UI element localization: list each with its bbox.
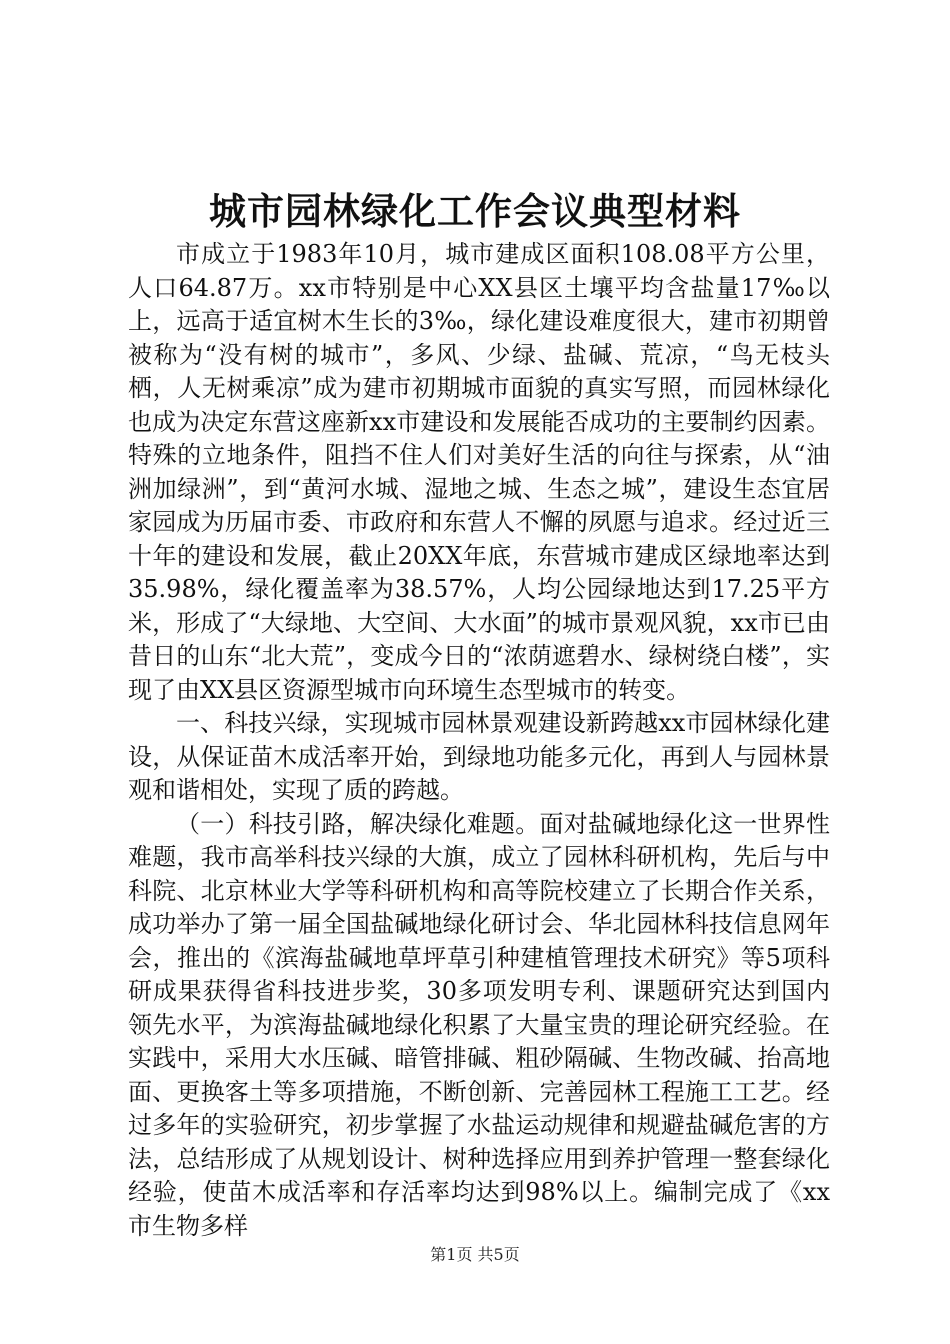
- document-title: 城市园林绿化工作会议典型材料: [209, 189, 741, 233]
- document-body: [128, 238, 830, 1243]
- paragraph-section-one: 一、科技兴绿，实现城市园林景观建设新跨越xx市园林绿化建设，从保证苗木成活率开始，到绿地功能多元化，再到人与园林景观和谐相处，实现了质的跨越。: [128, 709, 830, 804]
- page-footer: 第1页 共5页: [430, 1245, 520, 1264]
- paragraph-subsection-one: （一）科技引路，解决绿化难题。面对盐碱地绿化这一世界性难题，我市高举科技兴绿的大旗，成立了园林科研机构，先后与中科院、北京林业大学等科研机构和高等院校建立了长期合作关系，成功举办了第一届全国盐碱地绿化研讨会、华北园林科技信息网年会，推出的《滨海盐碱地草坪草引种建植管理技术研究》等5项科研成果获得省科技进步奖，30多项发明专利、课题研究达到国内领先水平，为滨海盐碱地绿化积累了大量宝贵的理论研究经验。在实践中，采用大水压碱、暗管排碱、粗砂隔碱、生物改碱、抬高地面、更换客土等多项措施，不断创新、完善园林工程施工工艺。经过多年的实验研究，初步掌握了水盐运动规律和规避盐碱危害的方法，总结形成了从规划设计、树种选择应用到养护管理一整套绿化经验，使苗木成活率和存活率均达到98%以上。编制完成了《xx市生物多样: [128, 809, 830, 1240]
- paragraph-intro: 市成立于1983年10月，城市建成区面积108.08平方公里，人口64.87万。xx市特别是中心XX县区土壤平均含盐量17‰以上，远高于适宜树木生长的3‰，绿化建设难度很大，建市初期曾被称为“没有树的城市”，多风、少绿、盐碱、荒凉，“鸟无枝头栖，人无树乘凉”成为建市初期城市面貌的真实写照，而园林绿化也成为决定东营这座新xx市建设和发展能否成功的主要制约因素。特殊的立地条件，阻挡不住人们对美好生活的向往与探索，从“油洲加绿洲”，到“黄河水城、湿地之城、生态之城”，建设生态宜居家园成为历届市委、市政府和东营人不懈的夙愿与追求。经过近三十年的建设和发展，截止20XX年底，东营城市建成区绿地率达到35.98%，绿化覆盖率为38.57%，人均公园绿地达到17.25平方米，形成了“大绿地、大空间、大水面”的城市景观风貌，xx市已由昔日的山东“北大荒”，变成今日的“浓荫遮碧水、绿树绕白楼”，实现了由XX县区资源型城市向环境生态型城市的转变。: [128, 240, 830, 704]
